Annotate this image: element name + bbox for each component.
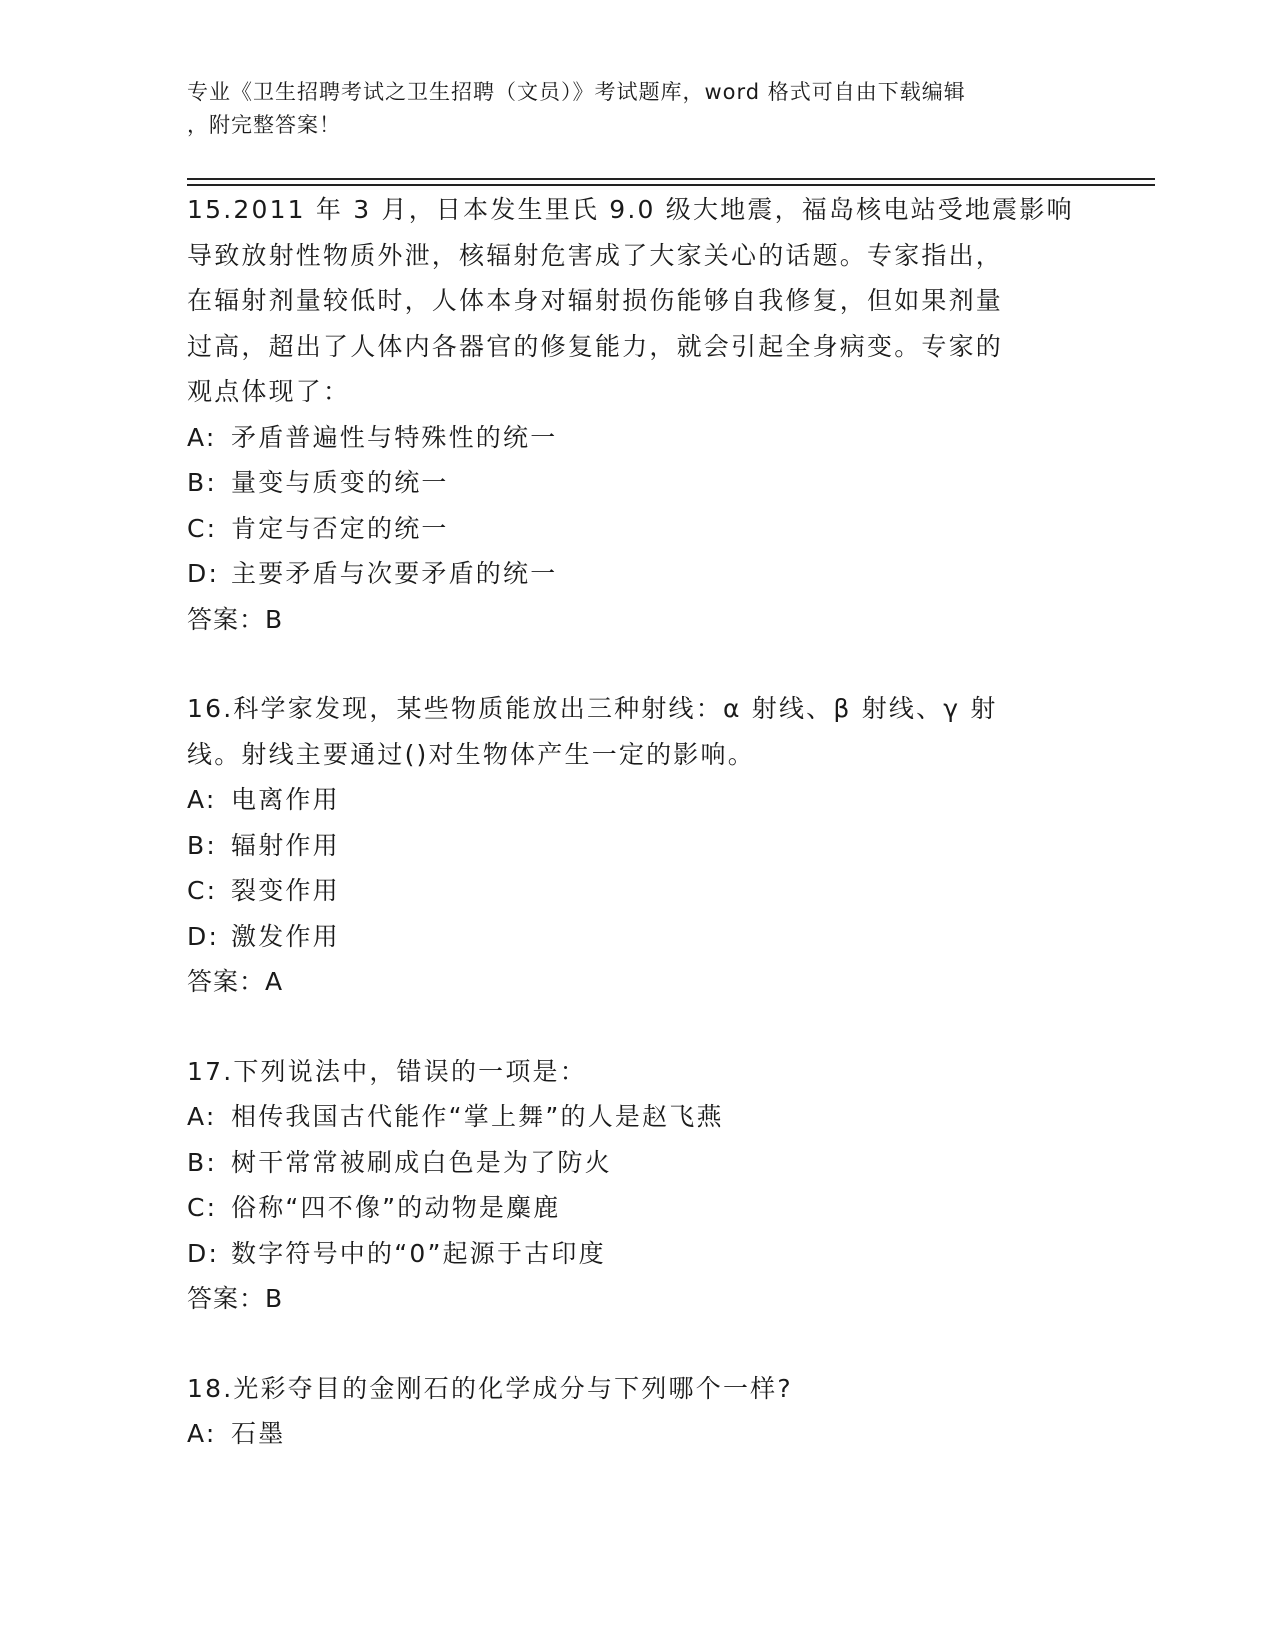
option-label: D: <box>187 921 220 951</box>
option-text: 石墨 <box>231 1419 286 1448</box>
question-stem <box>187 686 1087 777</box>
stem-line: 观点体现了： <box>187 377 351 406</box>
option-text: 量变与质变的统一 <box>231 468 449 497</box>
option-a <box>187 1411 1087 1457</box>
option-c <box>187 868 1087 914</box>
option-a <box>187 777 1087 823</box>
option-d <box>187 551 1087 597</box>
option-d <box>187 914 1087 960</box>
option-label: D: <box>187 559 220 588</box>
option-text: 树干常常被刷成白色是为了防火 <box>231 1147 612 1177</box>
question-spacer <box>187 1322 1087 1366</box>
option-text: 主要矛盾与次要矛盾的统一 <box>231 559 558 588</box>
question-16 <box>187 686 1087 1005</box>
option-a <box>187 1094 1087 1140</box>
question-15 <box>187 187 1087 642</box>
question-stem <box>187 187 1087 415</box>
header-divider-top <box>187 178 1155 180</box>
stem-line: 过高，超出了人体内各器官的修复能力，就会引起全身病变。专家的 <box>187 331 1004 361</box>
option-text: 激发作用 <box>231 921 340 951</box>
option-label: C: <box>187 1193 218 1222</box>
stem-line: 在辐射剂量较低时，人体本身对辐射损伤能够自我修复，但如果剂量 <box>187 286 1004 315</box>
option-label: A: <box>187 1419 217 1448</box>
question-spacer <box>187 642 1087 686</box>
option-d <box>187 1231 1087 1277</box>
question-17 <box>187 1049 1087 1322</box>
option-text: 裂变作用 <box>231 876 340 905</box>
question-stem <box>187 1049 1087 1095</box>
answer-line: 答案：A <box>187 967 284 996</box>
question-stem <box>187 1366 1087 1412</box>
option-c <box>187 506 1087 552</box>
header-line-2: ，附完整答案！ <box>187 113 341 137</box>
question-18 <box>187 1366 1087 1457</box>
option-b <box>187 823 1087 869</box>
option-b <box>187 460 1087 506</box>
option-text: 电离作用 <box>231 785 340 814</box>
option-label: B: <box>187 468 217 497</box>
option-label: C: <box>187 513 218 543</box>
option-label: D: <box>187 1238 220 1268</box>
stem-line: 线。射线主要通过()对生物体产生一定的影响。 <box>187 739 755 769</box>
document-header <box>187 76 1067 142</box>
option-text: 相传我国古代能作“掌上舞”的人是赵飞燕 <box>231 1102 724 1131</box>
option-text: 矛盾普遍性与特殊性的统一 <box>231 422 558 452</box>
stem-line: 17.下列说法中，错误的一项是： <box>187 1056 587 1086</box>
option-label: B: <box>187 830 217 860</box>
header-line-1: 专业《卫生招聘考试之卫生招聘（文员）》考试题库，word 格式可自由下载编辑 <box>187 80 966 104</box>
option-label: A: <box>187 785 217 814</box>
question-spacer <box>187 1005 1087 1049</box>
header-divider-bottom <box>187 184 1155 186</box>
option-text: 俗称“四不像”的动物是麋鹿 <box>231 1193 561 1222</box>
stem-line: 导致放射性物质外泄，核辐射危害成了大家关心的话题。专家指出， <box>187 240 1004 270</box>
stem-line: 15.2011 年 3 月，日本发生里氏 9.0 级大地震，福岛核电站受地震影响 <box>187 195 1074 224</box>
option-b <box>187 1140 1087 1186</box>
answer-line: 答案：B <box>187 604 284 634</box>
option-c <box>187 1185 1087 1231</box>
option-a <box>187 415 1087 461</box>
answer-line: 答案：B <box>187 1284 284 1313</box>
option-label: C: <box>187 876 218 905</box>
option-text: 数字符号中的“0”起源于古印度 <box>231 1238 606 1268</box>
option-text: 辐射作用 <box>231 830 340 860</box>
option-text: 肯定与否定的统一 <box>231 513 449 543</box>
stem-line: 16.科学家发现，某些物质能放出三种射线：α 射线、β 射线、γ 射 <box>187 694 998 723</box>
option-label: A: <box>187 1102 217 1131</box>
question-list <box>187 187 1087 1457</box>
stem-line: 18.光彩夺目的金刚石的化学成分与下列哪个一样? <box>187 1373 793 1403</box>
option-label: A: <box>187 422 217 452</box>
option-label: B: <box>187 1147 217 1177</box>
